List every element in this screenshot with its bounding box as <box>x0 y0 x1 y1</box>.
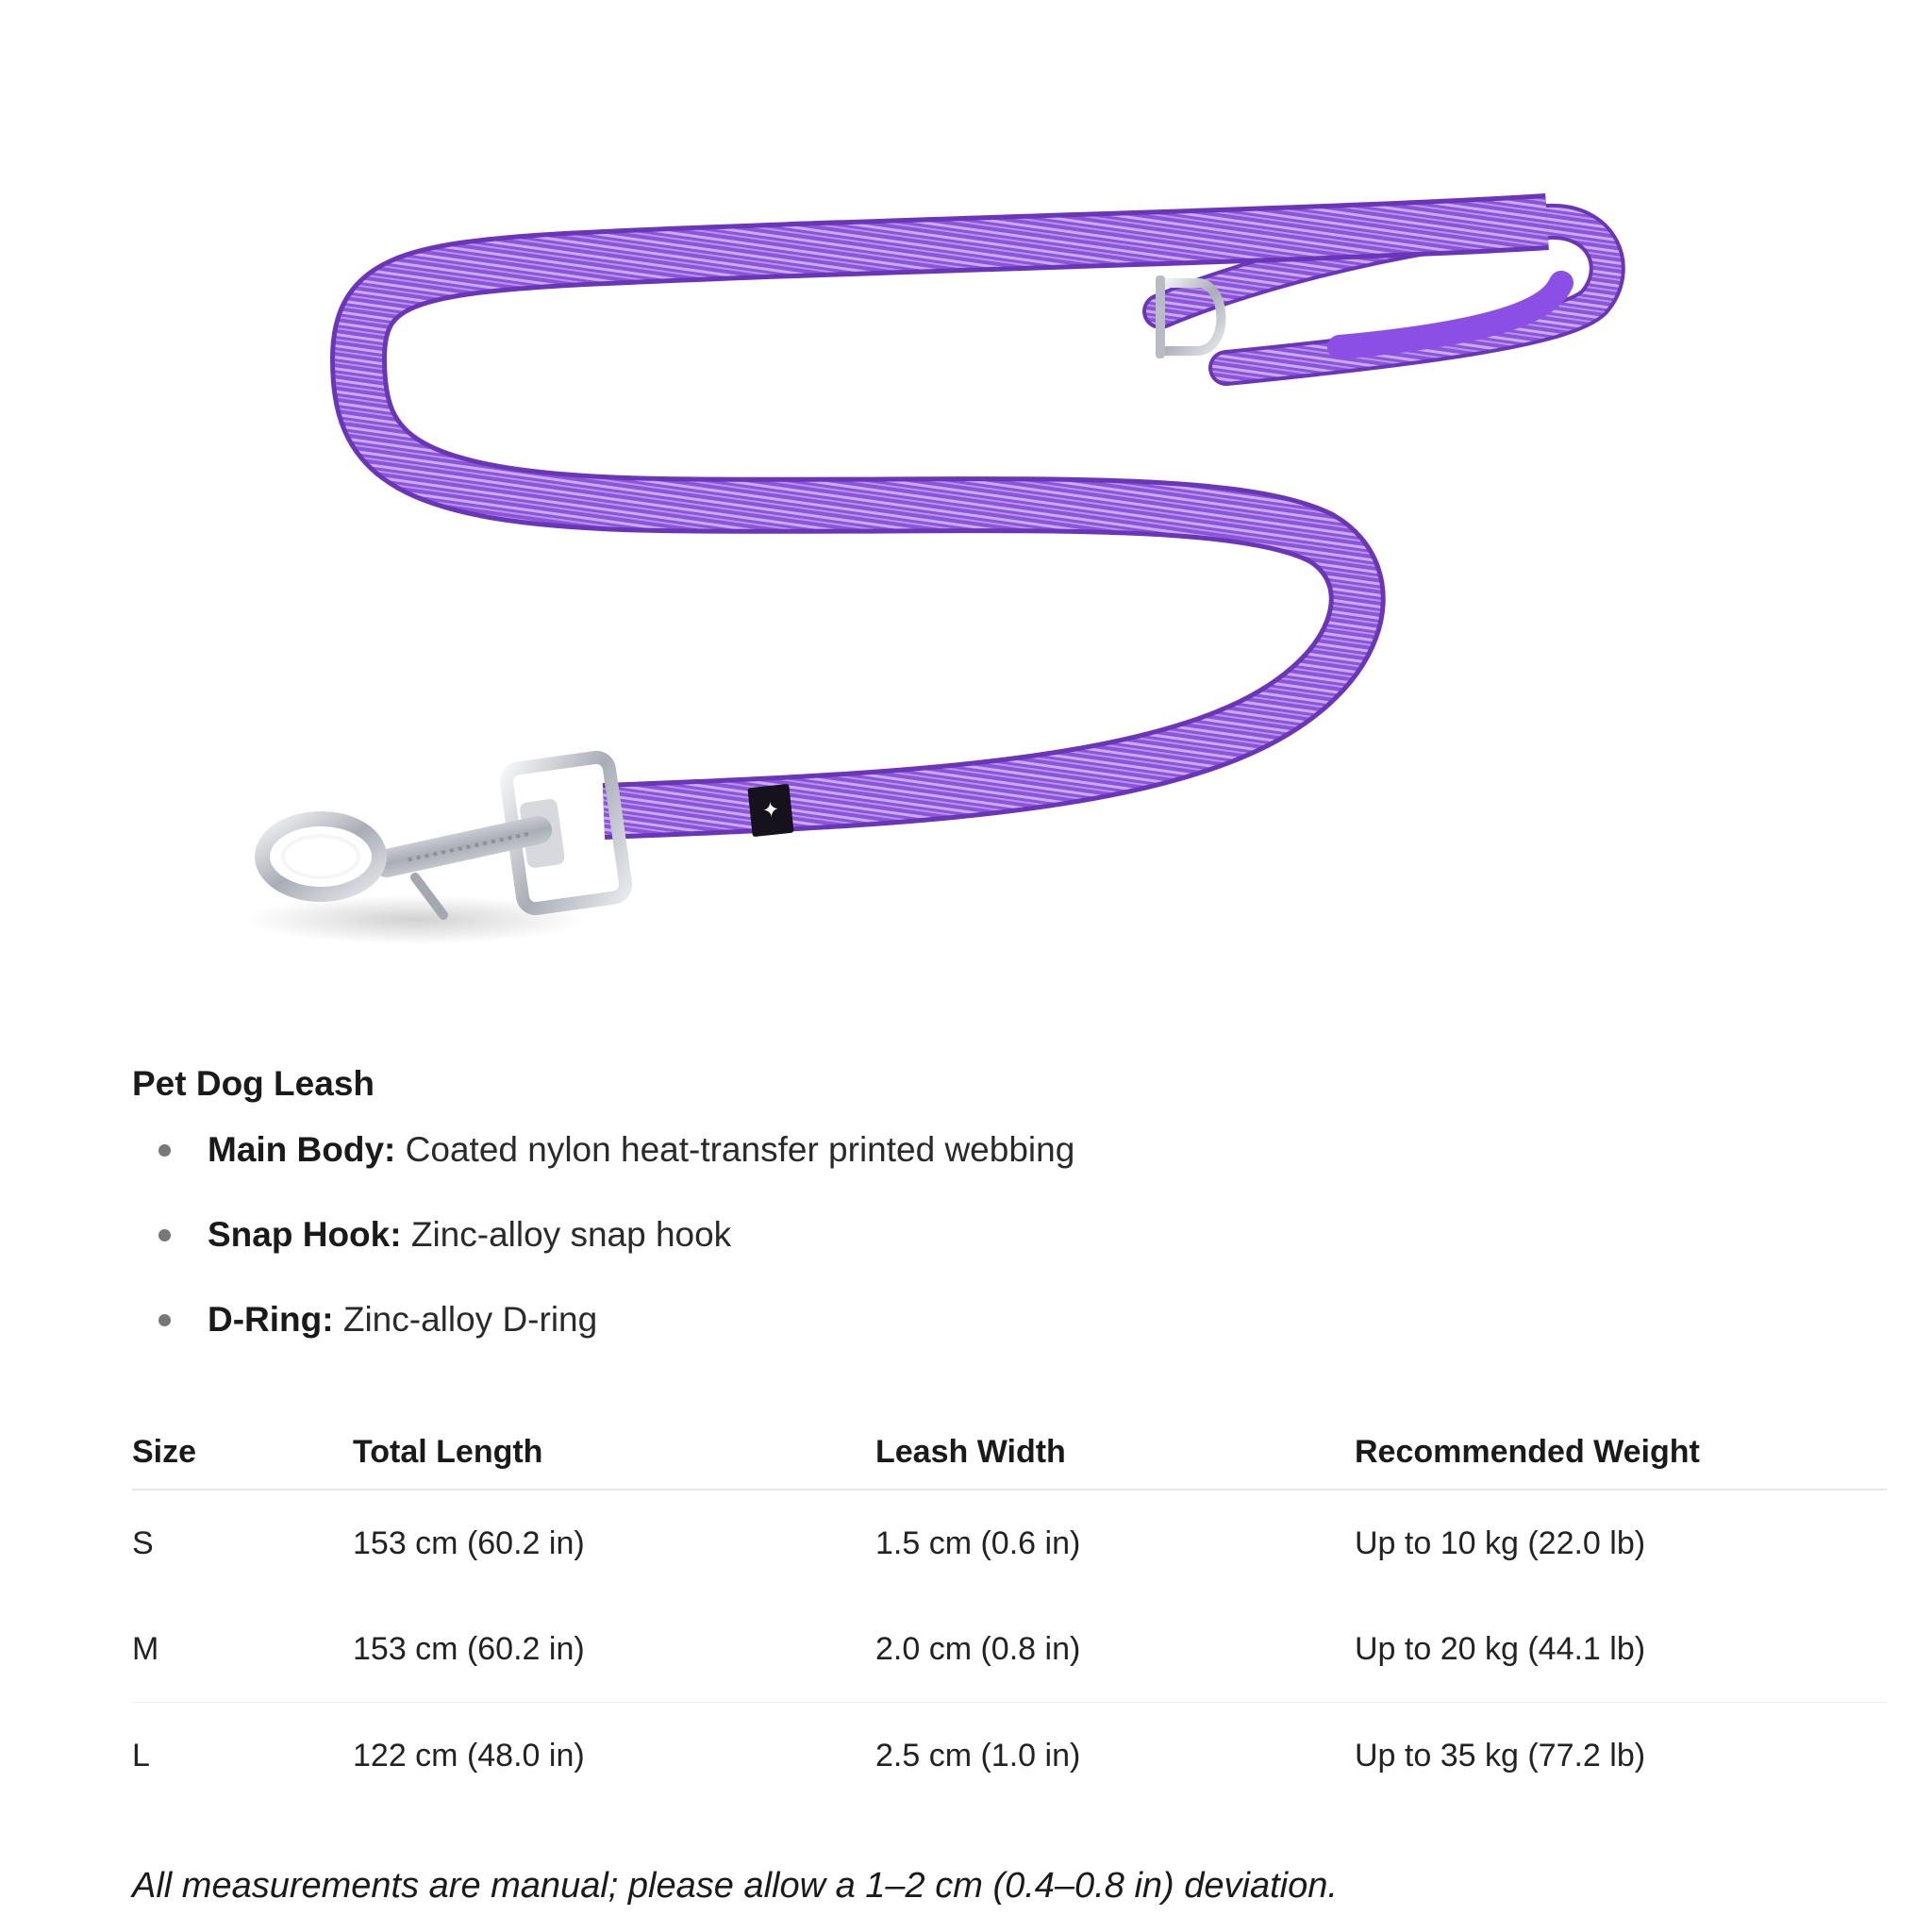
table-header-row <box>132 1415 1887 1490</box>
spec-value: Zinc-alloy D-ring <box>342 1300 598 1339</box>
product-title: Pet Dog Leash <box>132 1064 375 1103</box>
measurement-note: All measurements are manual; please allow a 1–2 cm (0.4–0.8 in) deviation. <box>132 1866 1338 1906</box>
cell-leash-width: 2.5 cm (1.0 in) <box>875 1737 1081 1774</box>
table-row <box>132 1703 1887 1809</box>
cell-recommended-weight: Up to 10 kg (22.0 lb) <box>1355 1524 1646 1561</box>
header-total-length: Total Length <box>353 1415 875 1490</box>
product-details <box>132 1061 1887 1382</box>
spec-item-snap-hook <box>132 1212 1887 1297</box>
cell-total-length: 153 cm (60.2 in) <box>353 1596 875 1703</box>
spec-key: Main Body: <box>208 1130 406 1169</box>
size-table <box>132 1415 1887 1808</box>
bullet-icon <box>158 1314 171 1326</box>
spec-value: Zinc-alloy snap hook <box>410 1215 732 1254</box>
svg-text:✦: ✦ <box>760 798 781 824</box>
bullet-icon <box>158 1229 171 1241</box>
spec-value: Coated nylon heat-transfer printed webbing <box>405 1130 1075 1169</box>
cell-size: S <box>132 1524 154 1561</box>
spec-list <box>132 1127 1887 1382</box>
table-row <box>132 1490 1887 1596</box>
cell-recommended-weight: Up to 35 kg (77.2 lb) <box>1355 1737 1646 1774</box>
header-size: Size <box>132 1415 353 1490</box>
spec-item-d-ring <box>132 1297 1887 1382</box>
header-leash-width: Leash Width <box>875 1415 1355 1490</box>
cell-size: M <box>132 1596 353 1703</box>
table-row <box>132 1596 1887 1703</box>
cell-leash-width: 2.0 cm (0.8 in) <box>875 1596 1355 1703</box>
spec-item-main-body <box>132 1127 1887 1212</box>
cell-leash-width: 1.5 cm (0.6 in) <box>875 1524 1081 1561</box>
brand-label <box>747 784 793 837</box>
cell-size: L <box>132 1737 150 1774</box>
cell-total-length: 153 cm (60.2 in) <box>353 1524 585 1561</box>
header-recommended-weight: Recommended Weight <box>1355 1415 1887 1490</box>
bullet-icon <box>158 1144 171 1157</box>
leash-body-webbing <box>358 222 1547 811</box>
spec-key: D-Ring: <box>208 1300 343 1339</box>
cell-recommended-weight: Up to 20 kg (44.1 lb) <box>1355 1596 1887 1703</box>
spec-key: Snap Hook: <box>208 1215 411 1254</box>
cell-total-length: 122 cm (48.0 in) <box>353 1737 585 1774</box>
